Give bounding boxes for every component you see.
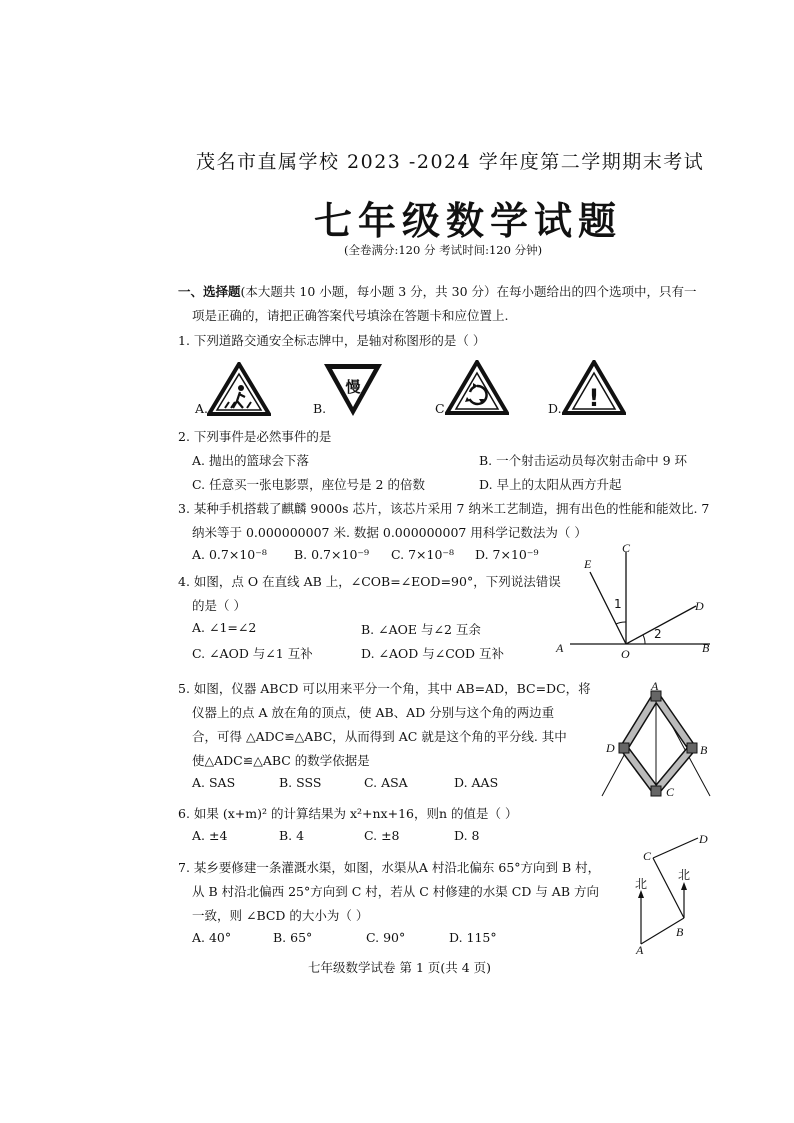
q7-option-c: C. 90° [366,930,406,945]
q7-line-2: 从 B 村沿北偏西 25°方向到 C 村，若从 C 村修建的水渠 CD 与 AB 方向 [192,884,599,899]
label-b: B [702,641,710,655]
q5-option-d: D. AAS [454,775,499,790]
q3-line-1: 3. 某种手机搭载了麒麟 9000s 芯片，该芯片采用 7 纳米工艺制造，拥有出色的性能和能效比. 7 [178,501,710,516]
q1-option-b: B. [313,401,327,416]
label-d: D [606,741,615,755]
label-o: O [621,647,630,660]
q4-option-c: C. ∠AOD 与∠1 互补 [192,646,313,661]
q2-option-d: D. 早上的太阳从西方升起 [479,477,622,492]
q7-option-b: B. 65° [273,930,313,945]
label-angle-1: 1 [614,597,622,611]
q7-line-3: 一致，则 ∠BCD 的大小为（ ） [192,908,369,923]
q4-option-a: A. ∠1=∠2 [192,620,257,635]
q2-option-b: B. 一个射击运动员每次射击命中 9 环 [479,453,688,468]
q6-option-c: C. ±8 [364,828,400,843]
roundabout-sign-icon [445,360,509,416]
label-e: E [584,557,592,571]
pedestrian-warning-sign-icon [207,362,271,416]
q4-line-2: 的是（ ） [192,598,246,613]
q6-option-d: D. 8 [454,828,480,843]
label-a: A [636,943,644,956]
section-desc-1: (本大题共 10 小题，每小题 3 分，共 30 分）在每小题给出的四个选项中，只有一 [240,284,697,299]
slow-sign-icon [322,362,384,418]
label-b: B [700,743,708,757]
q4-line-1: 4. 如图，点 O 在直线 AB 上，∠COB=∠EOD=90°，下列说法错误 [178,574,561,589]
q4-option-d: D. ∠AOD 与∠COD 互补 [361,646,505,661]
exam-subtitle: (全卷满分:120 分 考试时间:120 分钟) [344,243,543,257]
section-heading: 一、选择题 [178,284,241,299]
q1-stem: 1. 下列道路交通安全标志牌中，是轴对称图形的是（ ） [178,333,486,348]
q7-option-a: A. 40° [192,930,232,945]
label-c: C [666,785,675,799]
label-a: A [556,641,564,655]
section-desc-2: 项是正确的，请把正确答案代号填涂在答题卡和应位置上. [192,308,509,323]
label-d: D [699,832,708,846]
q5-line-3: 合，可得 △ADC≌△ABC，从而得到 AC 就是这个角的平分线. 其中 [192,729,567,744]
q5-option-b: B. SSS [279,775,322,790]
label-d: D [695,599,704,613]
exclamation-mark: ! [588,384,600,412]
q5-line-4: 使△ADC≌△ABC 的数学依据是 [192,753,370,768]
label-c: C [643,849,652,863]
q1-option-d: D. [548,401,562,416]
q6-stem: 6. 如果 (x+m)² 的计算结果为 x²+nx+16，则n 的值是（ ） [178,806,518,821]
section-heading-line [178,282,697,300]
q5-option-a: A. SAS [192,775,236,790]
q3-option-d: D. 7×10⁻⁹ [475,547,539,562]
q5-option-c: C. ASA [364,775,408,790]
page-footer: 七年级数学试卷 第 1 页(共 4 页) [308,960,492,975]
label-angle-2: 2 [654,627,662,641]
q3-option-c: C. 7×10⁻⁸ [391,547,455,562]
page-title: 七年级数学试题 [314,199,623,243]
q4-angle-figure [550,538,720,660]
q7-direction-figure [626,826,726,956]
label-b: B [676,925,684,939]
q3-option-a: A. 0.7×10⁻⁸ [192,547,267,562]
school-exam-line: 茂名市直属学校 2023 -2024 学年度第二学期期末考试 [196,151,705,173]
q1-option-a: A. [195,401,209,416]
label-c: C [622,541,631,555]
north-label-a: 北 [635,877,648,891]
q2-stem: 2. 下列事件是必然事件的是 [178,429,332,444]
q5-line-2: 仪器上的点 A 放在角的顶点，使 AB、AD 分别与这个角的两边重 [192,705,555,720]
slow-sign-text: 慢 [345,378,361,396]
q3-line-2: 纳米等于 0.000000007 米. 数据 0.000000007 用科学记数法为（ ） [192,525,587,540]
q4-option-b: B. ∠AOE 与∠2 互余 [361,622,481,637]
q2-option-a: A. 抛出的篮球会下落 [192,453,309,468]
q5-line-1: 5. 如图，仪器 ABCD 可以用来平分一个角，其中 AB=AD，BC=DC，将 [178,681,591,696]
q6-option-a: A. ±4 [192,828,228,843]
q2-option-c: C. 任意买一张电影票，座位号是 2 的倍数 [192,477,425,492]
q5-instrument-figure [596,678,716,808]
q6-option-b: B. 4 [279,828,305,843]
q7-line-1: 7. 某乡要修建一条灌溉水渠，如图，水渠从A 村沿北偏东 65°方向到 B 村， [178,860,601,875]
label-a: A [651,679,659,693]
q7-option-d: D. 115° [449,930,497,945]
exclamation-warning-sign-icon [562,360,626,416]
q3-option-b: B. 0.7×10⁻⁹ [294,547,369,562]
q1-option-c: C. [435,401,449,416]
north-label-b: 北 [678,868,691,882]
